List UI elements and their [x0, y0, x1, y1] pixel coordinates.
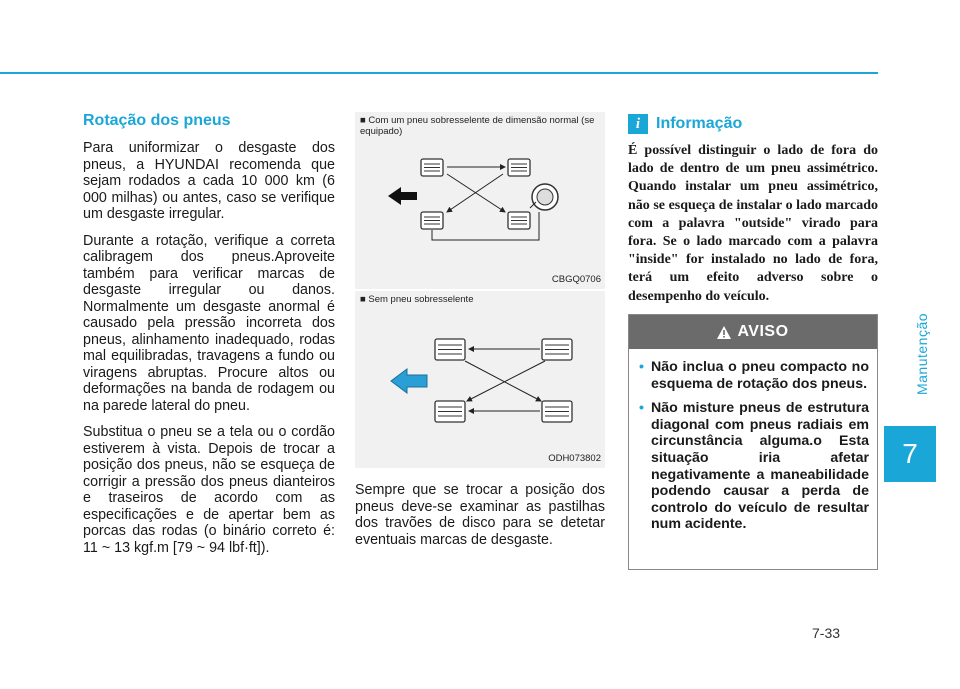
side-section-tab [902, 300, 930, 420]
warning-item: • Não inclua o pneu compacto no esquema de rotação dos pneus. [639, 359, 869, 392]
page-number: 7-33 [812, 625, 841, 641]
tire-icon [435, 401, 465, 422]
warning-item: • Não misture pneus de estrutura diagonal com pneus radiais em circunstância alguma.o Esta situação iria afetar negativamente a maneabilidade podendo causar a perda de controlo do veículo de resultar num acidente. [639, 400, 869, 533]
middle-column [355, 112, 605, 558]
paragraph: Substitua o pneu se a tela ou o cordão estiverem à vista. Depois de trocar a posição dos pneus, não se esqueça de corrigir a pressão dos pneus dianteiros e traseiros de acordo com as especificações e de apertar bem as porcas das rodas (o binário correto é: 11 ~ 13 kgf.m [79 ~ 94 lbf·ft]). [83, 424, 335, 556]
info-icon: i [628, 114, 648, 134]
tire-icon [508, 212, 530, 229]
paragraph: Para uniformizar o desgaste dos pneus, a HYUNDAI recomenda que sejam rodados a cada 10 000 km (6 000 milhas) ou antes, caso se verifique um desgaste irregular. [83, 140, 335, 222]
warning-list [629, 359, 877, 533]
rotation-diagram-with-spare [355, 112, 605, 289]
figure-without-spare [355, 291, 605, 468]
paragraph: Sempre que se trocar a posição dos pneus deve-se examinar as pastilhas dos travões de disco para se detetar eventuais marcas de desgaste. [355, 482, 605, 548]
warning-header [629, 315, 877, 349]
paragraph: Durante a rotação, verifique a correta calibragem dos pneus.Aproveite também para verificar marcas de desgaste irregular ou danos. Normalmente um desgaste anormal é causado pela pressão incorreta dos pneus, alinhamento inadequado, rodas mal equilibradas, travagens a fundo ou viragens abruptas. Procure altos ou deformações na banda de rodagem ou na parede lateral do pneu. [83, 232, 335, 414]
chapter-number-badge: 7 [884, 426, 936, 482]
front-direction-arrow-icon [391, 369, 427, 393]
rotation-diagram-without-spare [355, 291, 605, 468]
warning-box [628, 314, 878, 570]
front-direction-arrow-icon [388, 187, 417, 205]
right-column [628, 114, 878, 533]
tire-icon [542, 339, 572, 360]
figure-caption: ■ Sem pneu sobresselente [360, 294, 474, 305]
tire-icon [435, 339, 465, 360]
info-title: Informação [656, 115, 743, 132]
warning-triangle-icon [717, 326, 731, 339]
side-section-name: Manutenção [914, 312, 930, 396]
tire-icon [542, 401, 572, 422]
bullet: • [639, 359, 644, 375]
info-text: É possível distinguir o lado de fora do lado de dentro de um pneu assimétrico. Quando instalar um pneu assimétrico, não se esqueça de instalar o lado marcado com a palavra "outside" virado para fora. Se o lado marcado com a palavra "inside" for instalado no lado de fora, terá um efeito adverso sobre o desempenho do veículo. [628, 143, 878, 304]
tire-icon [421, 212, 443, 229]
top-rule [0, 72, 878, 74]
bullet: • [639, 400, 644, 417]
warning-title: AVISO [737, 323, 789, 340]
tire-icon [508, 159, 530, 176]
figure-caption: ■ Com um pneu sobresselente de dimensão normal (se equipado) [360, 115, 595, 137]
left-column [83, 112, 335, 566]
spare-tire-icon [532, 184, 558, 210]
info-header [628, 114, 878, 134]
section-title: Rotação dos pneus [83, 112, 231, 129]
figure-code: ODH073802 [548, 453, 601, 464]
tire-icon [421, 159, 443, 176]
figure-with-spare [355, 112, 605, 289]
figure-code: CBGQ0706 [551, 274, 601, 285]
